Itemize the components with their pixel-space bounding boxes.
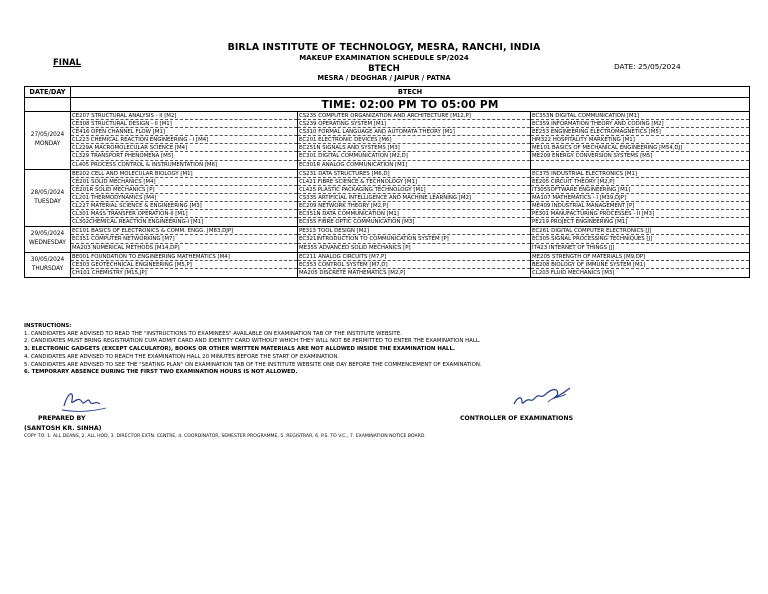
subject-entry: CE201 SOLID MECHANICS [M4]: [71, 178, 297, 186]
subject-entry: PE219 PROJECT ENGINEERING [M1]: [532, 219, 628, 226]
subject-entry: ME205 STRENGTH OF MATERIALS [M9,DP]: [531, 253, 749, 261]
date-day-header: DATE/DAY: [25, 87, 71, 98]
subject-entry: CH101 CHEMISTRY [M15,JP]: [72, 269, 147, 276]
subject-entry: CL329 TRANSPORT PHENOMENA [M5]: [71, 152, 297, 160]
instructions-title: INSTRUCTIONS:: [24, 323, 72, 329]
programme-title: BTECH: [368, 64, 400, 74]
exam-day: THURSDAY: [31, 265, 64, 272]
prepared-by-label: PREPARED BY: [38, 415, 86, 422]
subject-entry: CL405 PROCESS CONTROL & INSTRUMENTATION [M6]: [72, 161, 218, 168]
subject-entry: ME101 BASICS OF MECHANICAL ENGINEERING [M54,DJ]: [531, 144, 749, 152]
subject-cell: [298, 227, 531, 252]
subject-cell: [71, 252, 298, 277]
subject-entry: ME409 INDUSTRIAL MANAGEMENT [P]: [531, 202, 749, 210]
time-row-spacer: [25, 98, 71, 112]
subject-entry: CL201 THERMODYNAMICS [M4]: [71, 194, 297, 202]
subject-entry: CE201R SOLID MECHANICS [P]: [71, 186, 297, 194]
subject-entry: [531, 161, 749, 169]
subject-entry: CL421 FIBRE SCIENCE & TECHNOLOGY [M1]: [298, 178, 530, 186]
controller-signature: [510, 382, 580, 412]
subject-entry: CS310 FORMAL LANGUAGE AND AUTOMATA THEORY [M1]: [298, 128, 530, 136]
prepared-by-name: (SANTOSH KR. SINHA): [24, 425, 102, 432]
subject-entry: EC351N DATA COMMUNICATION [M1]: [298, 210, 530, 218]
date-day-cell: [25, 112, 71, 170]
instruction-item: 4. CANDIDATES ARE ADVISED TO REACH THE EXAMINATION HALL 20 MINUTES BEFORE THE START OF EXAMINATION.: [24, 353, 340, 360]
subject-cell: [71, 112, 298, 170]
exam-date: 28/05/2024: [30, 189, 65, 196]
exam-date: 29/05/2024: [30, 231, 65, 238]
subject-entry: EE205 CIRCUIT THEORY [M2,P]: [531, 178, 749, 186]
instruction-item: 3. ELECTRONIC GADGETS (EXCEPT CALCULATOR), BOOKS OR OTHER WRITTEN MATERIALS ARE NOT ALLOWED INSIDE THE EXAMINATION HALL.: [24, 346, 455, 353]
subject-entry: EC321INTRODUCTION TO COMMUNICATION SYSTEM [P]: [298, 235, 530, 243]
subject-entry: CE207 STRUCTURAL ANALYSIS - II [M2]: [71, 112, 297, 120]
schedule-table: [24, 86, 750, 278]
subject-entry: CE416 OPEN CHANNEL FLOW [M1]: [71, 128, 297, 136]
subject-entry: PE301 MANUFACTURING PROCESSES - II [M3]: [531, 210, 749, 218]
final-label: FINAL: [53, 58, 82, 68]
time-row: [25, 98, 750, 112]
subject-cell: [298, 252, 531, 277]
subject-entry: EC209 NETWORK THEORY [M2,P]: [298, 202, 530, 210]
subject-entry: CS239 OPERATING SYSTEM [M1]: [298, 120, 530, 128]
subject-entry: ME355 ADVANCED SOLID MECHANICS [P]: [299, 244, 411, 251]
subject-entry: MA205 DISCRETE MATHEMATICS [M2,P]: [299, 269, 406, 276]
campuses-line: MESRA / DEOGHAR / JAIPUR / PATNA: [317, 74, 451, 82]
subject-entry: EC101 BASICS OF ELECTRONICS & COMM. ENGG. [M83,DJP]: [71, 227, 297, 235]
schedule-row: [25, 227, 750, 252]
subject-entry: CL301 MASS TRANSFER OPERATION-II [M1]: [71, 210, 297, 218]
subject-entry: CE303 GEOTECHNICAL ENGINEERING [M5,P]: [71, 261, 297, 269]
subject-cell: [531, 169, 750, 227]
schedule-row: [25, 112, 750, 170]
subject-entry: IT423 INTERNET OF THINGS [J]: [532, 244, 615, 251]
schedule-row: [25, 169, 750, 227]
copy-to-line: COPY TO: 1. ALL DEANS, 2. ALL HOD, 3. DIRECTOR EXTN. CENTRE, 4. COORDINATOR, SEMESTER PROGRAMME, 5. REGISTRAR, 6. P.S. TO V.C., 7. EXAMINATION NOTICE BOARD.: [24, 434, 426, 439]
subject-entry: EC359 INFORMATION THEORY AND CODING [M2]: [531, 120, 749, 128]
subject-entry: CS231 DATA STRUCTURES [M6,D]: [298, 170, 530, 178]
subject-entry: EC305 SIGNAL PROCESSING TECHNIQUES [J]: [531, 235, 749, 243]
subject-entry: CL302CHEMICAL REACTION ENGINEERING-I [M1]: [72, 219, 204, 226]
subject-entry: CL229A MACROMOLECULAR SCIENCE [M4]: [71, 144, 297, 152]
subject-entry: CS235 COMPUTER ORGANIZATION AND ARCHITECTURE [M12,P]: [298, 112, 530, 120]
subject-entry: PE313 TOOL DESIGN [M2]: [298, 227, 530, 235]
subject-cell: [531, 112, 750, 170]
subject-cell: [71, 169, 298, 227]
subject-entry: MA203 NUMERICAL METHODS [M14,DP]: [72, 244, 180, 251]
subject-entry: EC353N DIGITAL COMMUNICATION [M1]: [531, 112, 749, 120]
subject-entry: MA107 MATHEMATICS - I [M39,DJP]: [531, 194, 749, 202]
instruction-item: 1. CANDIDATES ARE ADVISED TO READ THE "INSTRUCTIONS TO EXAMINEES" AVAILABLE ON EXAMINATION TAB OF THE INSTITUTE WEBSITE.: [24, 330, 402, 337]
subject-entry: EE253 ENGINEERING ELECTROMAGNETICS [M5]: [531, 128, 749, 136]
table-header-row: [25, 87, 750, 98]
instruction-item: 2. CANDIDATES MUST BRING REGISTRATION CUM ADMIT CARD AND IDENTITY CARD WITHOUT WHICH THEY WILL NOT BE PERMITTED TO ENTER THE EXAMINATION HALL.: [24, 338, 481, 345]
subject-entry: EC355 FIBRE OPTIC COMMUNICATION [M3]: [299, 219, 415, 226]
subject-entry: EC201 ELECTRONIC DEVICES [M6]: [298, 136, 530, 144]
subject-entry: IT305SOFTWARE ENGINEERING [M1]: [531, 186, 749, 194]
preparer-signature: [60, 386, 110, 416]
subject-entry: CS335 ARTIFICIAL INTELLIGENCE AND MACHINE LEARNING [M2]: [298, 194, 530, 202]
date-day-cell: [25, 252, 71, 277]
subject-entry: EC353 CONTROL SYSTEM [M7,D]: [298, 261, 530, 269]
subject-cell: [71, 227, 298, 252]
subject-entry: CE308 STRUCTURAL DESIGN - II [M1]: [71, 120, 297, 128]
subject-entry: EC211 ANALOG CIRCUITS [M7,P]: [298, 253, 530, 261]
subject-entry: BE208 BIOLOGY OF IMMUNE SYSTEM [M1]: [531, 261, 749, 269]
schedule-row: [25, 252, 750, 277]
subject-entry: BE001 FOUNDATION TO ENGINEERING MATHEMATICS [M4]: [71, 253, 297, 261]
date-day-cell: [25, 227, 71, 252]
subject-cell: [531, 252, 750, 277]
subject-cell: [298, 169, 531, 227]
subject-entry: CL227 MATERIAL SCIENCE & ENGINEERING [M3]: [71, 202, 297, 210]
subject-entry: CL203 FLUID MECHANICS [M3]: [532, 269, 615, 276]
date-label: DATE: 25/05/2024: [614, 62, 681, 71]
programme-header: BTECH: [71, 87, 750, 98]
subject-entry: EC251N SIGNALS AND SYSTEMS [M3]: [298, 144, 530, 152]
exam-date: 27/05/2024: [30, 132, 65, 139]
subject-entry: BE202 CELL AND MOLECULAR BIOLOGY [M1]: [71, 170, 297, 178]
date-day-cell: [25, 169, 71, 227]
subject-entry: CL223 CHEMICAL REACTION ENGINEERING - I [M4]: [71, 136, 297, 144]
subject-cell: [531, 227, 750, 252]
subject-entry: EC351 COMPUTER NETWORKING [M7]: [71, 235, 297, 243]
controller-label: CONTROLLER OF EXAMINATIONS: [460, 415, 574, 422]
subject-entry: EC301R ANALOG COMMUNICATION [M1]: [299, 161, 408, 168]
schedule-body: [25, 112, 750, 278]
instruction-item: 6. TEMPORARY ABSENCE DURING THE FIRST TWO EXAMINATION HOURS IS NOT ALLOWED.: [24, 369, 298, 376]
schedule-title: MAKEUP EXAMINATION SCHEDULE SP/2024: [299, 54, 469, 62]
subject-entry: EC301 DIGITAL COMMUNICATION [M2,D]: [298, 152, 530, 160]
subject-entry: HM322 HOSPITALITY MARKETING [M1]: [531, 136, 749, 144]
exam-day: MONDAY: [34, 141, 61, 148]
exam-day: WEDNESDAY: [29, 240, 66, 247]
subject-cell: [298, 112, 531, 170]
instruction-item: 5. CANDIDATES ARE ADVISED TO SEE THE "SEATING PLAN" ON EXAMINATION TAB OF THE INSTITUTE WEBSITE ONE DAY BEFORE THE COMMENCEMENT OF EXAMINATION.: [24, 361, 482, 368]
institute-name: BIRLA INSTITUTE OF TECHNOLOGY, MESRA, RANCHI, INDIA: [227, 42, 541, 53]
instructions-block: [24, 323, 482, 377]
subject-entry: EC375 INDUSTRIAL ELECTRONICS [M1]: [531, 170, 749, 178]
exam-date: 30/05/2024: [30, 256, 65, 263]
subject-entry: ME209 ENERGY CONVERSION SYSTEMS [M5]: [531, 152, 749, 160]
subject-entry: EC261 DIGITAL COMPUTER ELECTRONICS [J]: [531, 227, 749, 235]
subject-entry: CL425 PLASTIC PACKAGING TECHNOLOGY [M1]: [298, 186, 530, 194]
exam-day: TUESDAY: [34, 198, 61, 205]
exam-time: TIME: 02:00 PM TO 05:00 PM: [71, 98, 750, 112]
